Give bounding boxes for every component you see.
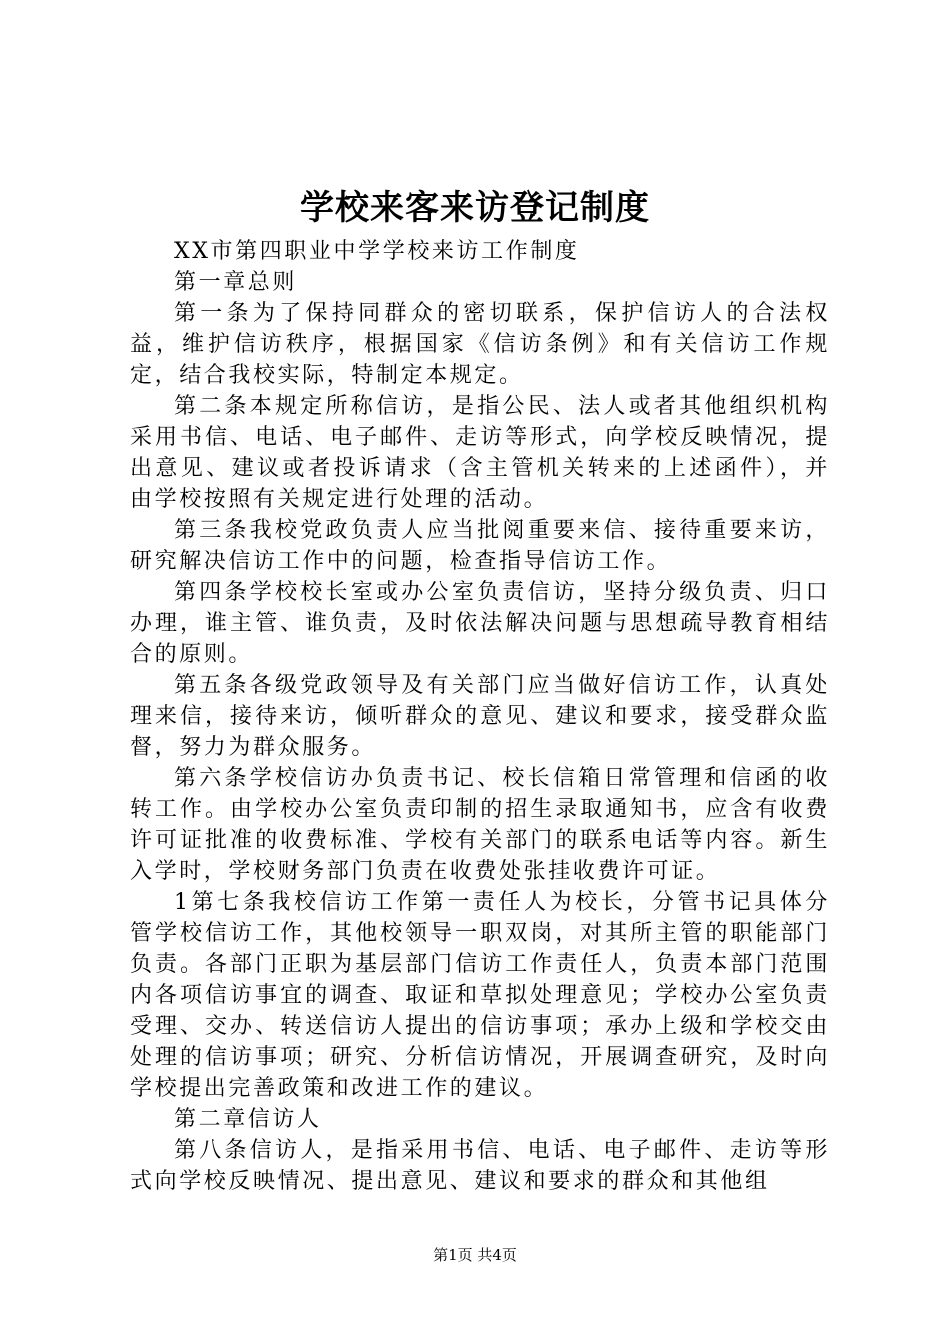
paragraph-article-4: 第四条学校校长室或办公室负责信访，坚持分级负责、归口办理，谁主管、谁负责，及时依法解决问题与思想疏导教育相结合的原则。: [130, 580, 830, 667]
paragraph-article-2: 第二条本规定所称信访，是指公民、法人或者其他组织机构采用书信、电话、电子邮件、走访等形式，向学校反映情况，提出意见、建议或者投诉请求（含主管机关转来的上述函件），并由学校按照有关规定进行处理的活动。: [130, 394, 830, 512]
document-title: 学校来客来访登记制度: [300, 188, 650, 228]
page-footer: 第1页 共4页: [433, 1246, 517, 1264]
paragraph-article-1: 第一条为了保持同群众的密切联系，保护信访人的合法权益，维护信访秩序，根据国家《信访条例》和有关信访工作规定，结合我校实际，特制定本规定。: [130, 301, 830, 388]
paragraph-article-6: 第六条学校信访办负责书记、校长信箱日常管理和信函的收转工作。由学校办公室负责印制的招生录取通知书，应含有收费许可证批准的收费标准、学校有关部门的联系电话等内容。新生入学时，学校财务部门负责在收费处张挂收费许可证。: [130, 766, 830, 884]
paragraph-school-header: XX市第四职业中学学校来访工作制度: [174, 239, 580, 264]
paragraph-article-8: 第八条信访人，是指采用书信、电话、电子邮件、走访等形式向学校反映情况、提出意见、建议和要求的群众和其他组: [130, 1138, 830, 1194]
paragraph-article-3: 第三条我校党政负责人应当批阅重要来信、接待重要来访，研究解决信访工作中的问题，检查指导信访工作。: [130, 518, 830, 574]
paragraph-chapter-1: 第一章总则: [174, 270, 298, 295]
document-body: [130, 236, 830, 1197]
paragraph-article-7: 1第七条我校信访工作第一责任人为校长，分管书记具体分管学校信访工作，其他校领导一职双岗，对其所主管的职能部门负责。各部门正职为基层部门信访工作责任人，负责本部门范围内各项信访事宜的调查、取证和草拟处理意见；学校办公室负责受理、交办、转送信访人提出的信访事项；承办上级和学校交由处理的信访事项；研究、分析信访情况，开展调查研究，及时向学校提出完善政策和改进工作的建议。: [130, 890, 830, 1101]
paragraph-article-5: 第五条各级党政领导及有关部门应当做好信访工作，认真处理来信，接待来访，倾听群众的意见、建议和要求，接受群众监督，努力为群众服务。: [130, 673, 830, 760]
paragraph-chapter-2: 第二章信访人: [174, 1107, 322, 1132]
